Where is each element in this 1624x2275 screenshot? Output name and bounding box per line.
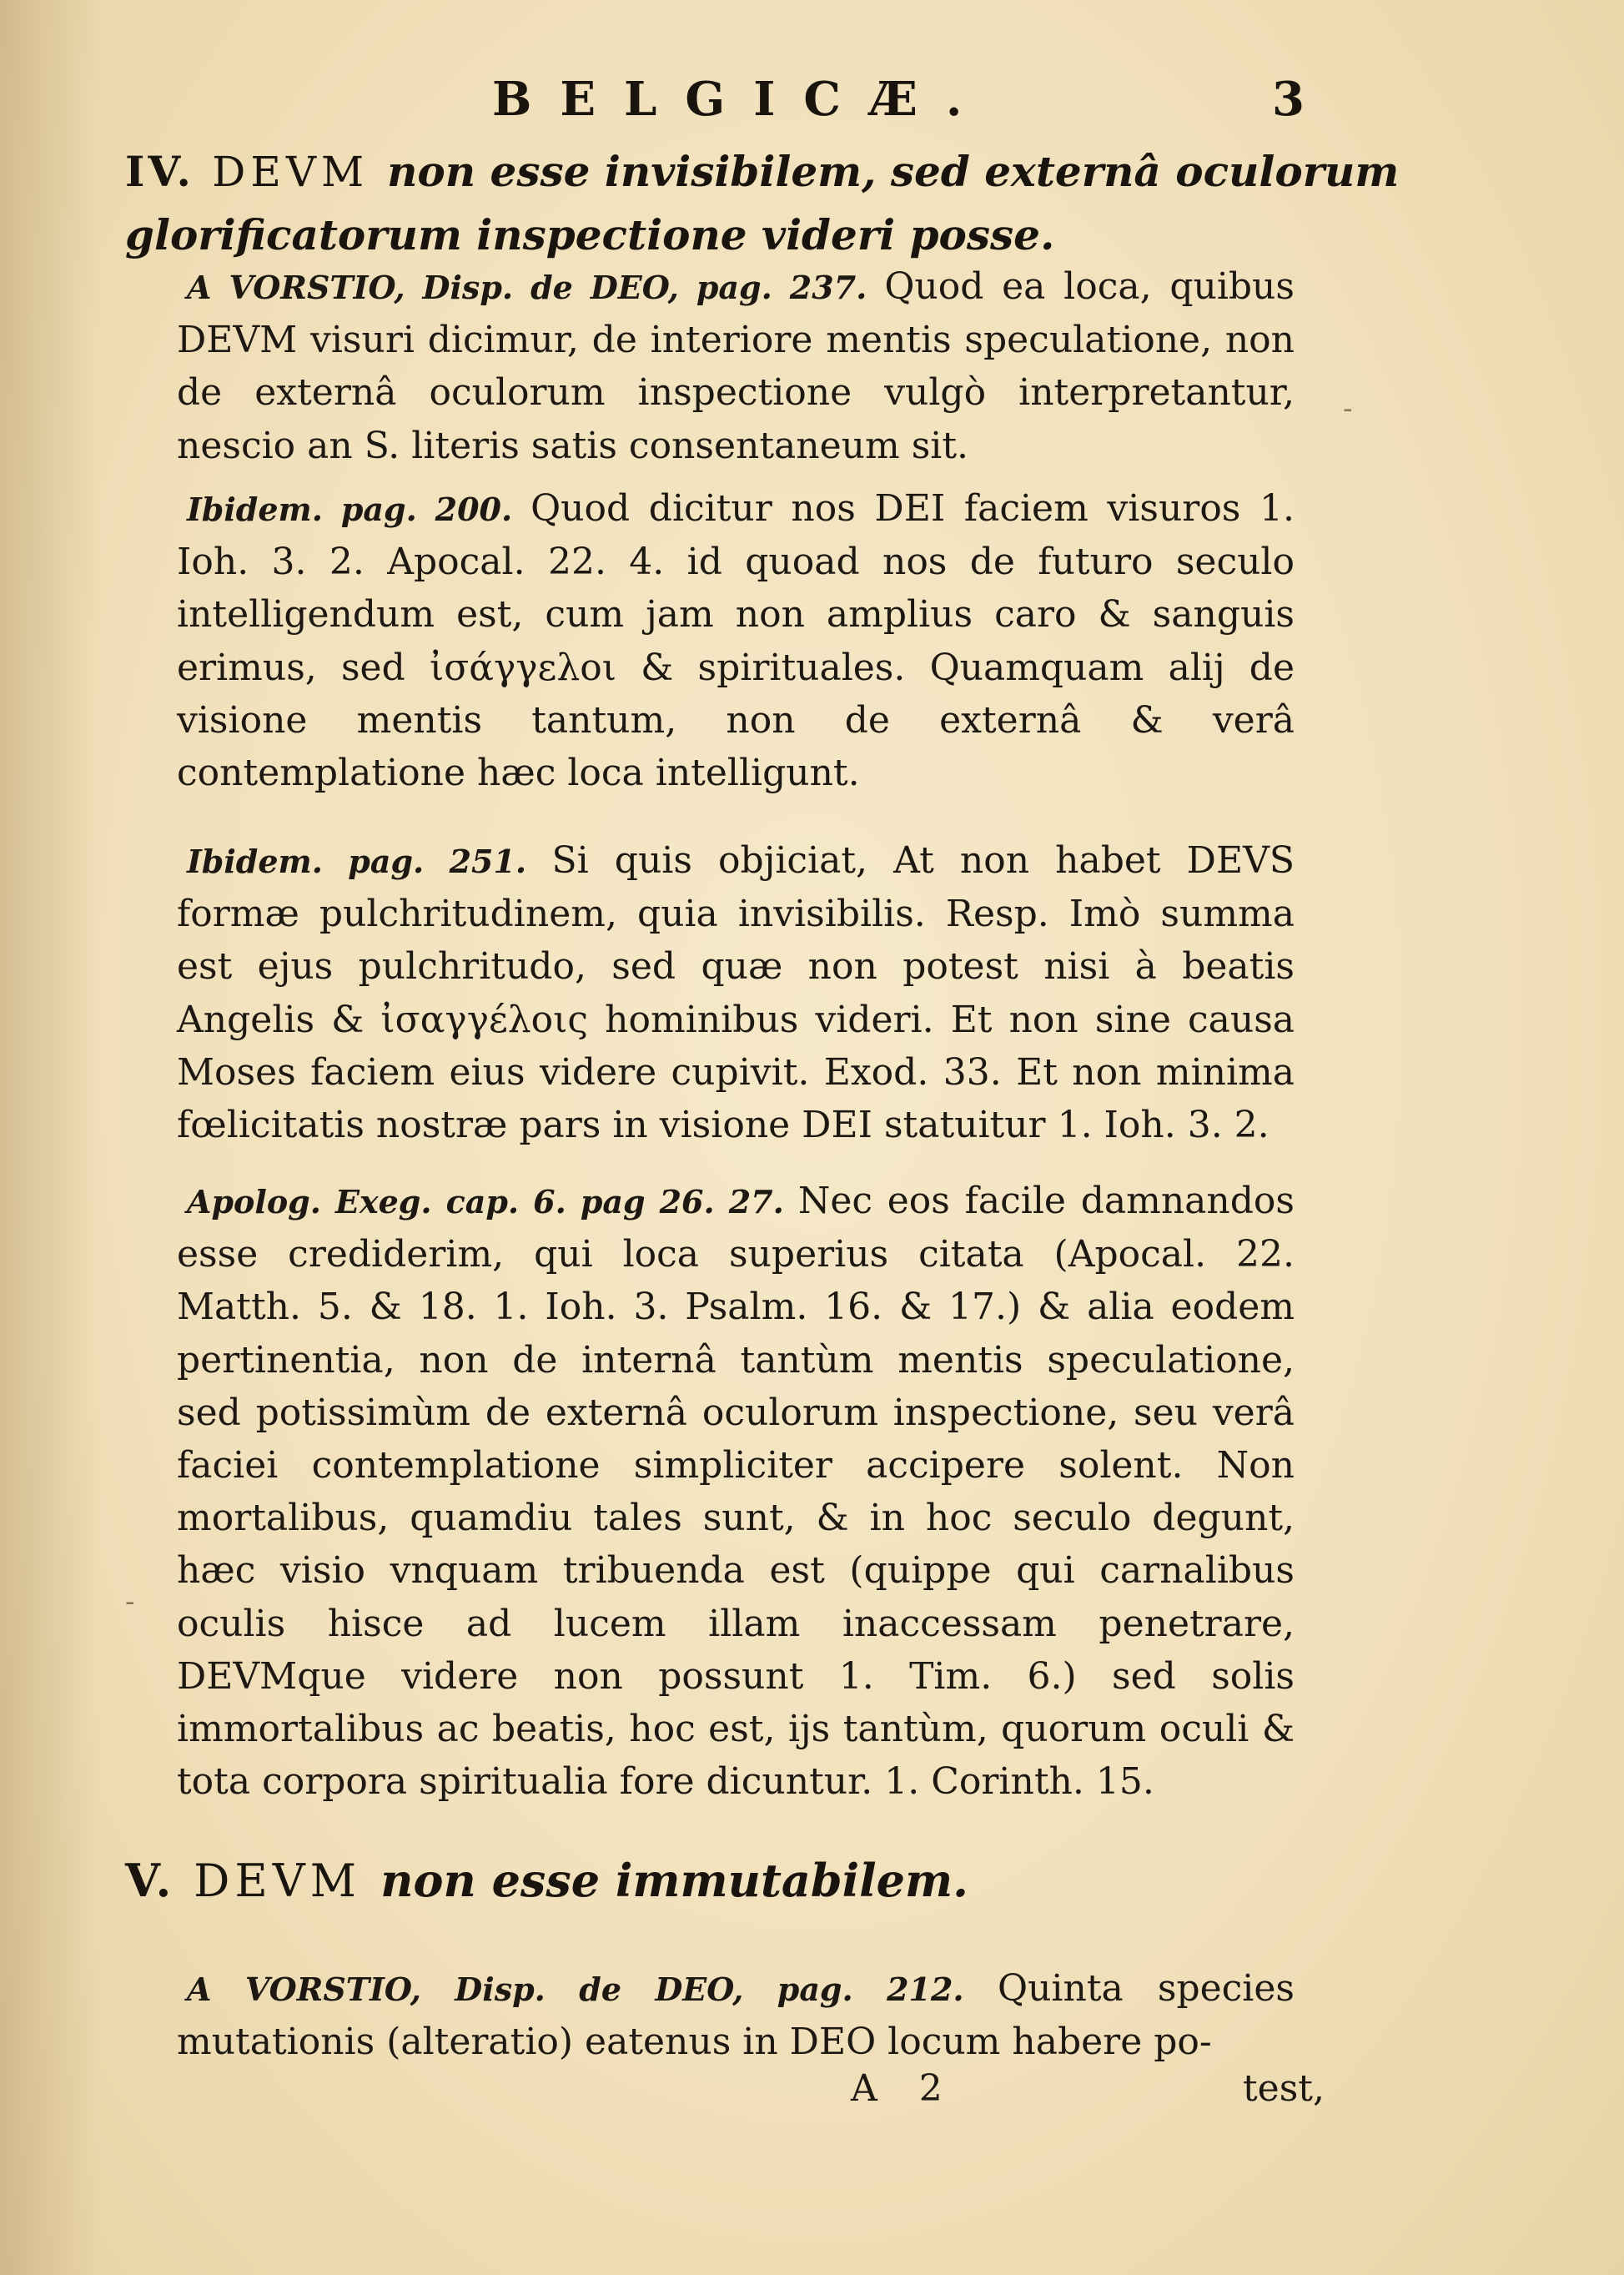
section-title: non esse invisibilem, sed externâ oculorum glorificatorum inspectione videri posse. [125, 147, 1400, 259]
section-title: non esse immutabilem. [380, 1854, 968, 1907]
citation: Apolog. Exeg. cap. 6. pag 26. 27. [187, 1183, 798, 1221]
section-numeral: IV. [125, 147, 213, 196]
paragraph [177, 260, 1295, 472]
citation: Ibidem. pag. 200. [187, 491, 531, 528]
paragraph-text: Quinta species mutationis (alteratio) eatenus in DEO locum habere po- [177, 1967, 1295, 2064]
paragraph-text: Si quis objiciat, At non habet DEVS formæ pulchritudinem, quia invisibilis. Resp. Imò summa est ejus pulchritudo, sed quæ non potest nisi à beatis Angelis & ἰσαγγέλοις hominibus videri. Et non sine causa Moses faciem eius videre cupivit. Exod. 33. Et non minima fœlicitatis nostræ pars in visione DEI statuitur 1. Ioh. 3. 2. [177, 839, 1295, 1147]
paragraph [177, 834, 1295, 1151]
citation: Ibidem. pag. 251. [187, 843, 552, 880]
section-subject: DEVM [194, 1855, 381, 1907]
margin-dash: - [1343, 392, 1353, 425]
section-numeral: V. [125, 1854, 194, 1907]
citation: A VORSTIO, Disp. de DEO, pag. 212. [187, 1970, 998, 2008]
section-heading-iv [125, 140, 1493, 267]
section-subject: DEVM [212, 148, 388, 196]
paragraph [177, 1962, 1295, 2068]
page-edge-shadow [0, 0, 100, 2275]
running-title: BELGICÆ. [492, 72, 991, 127]
paragraph-text: Nec eos facile damnandos esse crediderim, qui loca superius citata (Apocal. 22. Matth. 5. & 18. 1. Ioh. 3. Psalm. 16. & 17.) & alia eodem pertinentia, non de internâ tantùm mentis speculatione, sed potissimùm de externâ oculorum inspectione, seu verâ faciei contemplatione simpliciter accipere solent. Non mortalibus, quamdiu tales sunt, & in hoc seculo degunt, hæc visio vnquam tribuenda est (quippe qui carnalibus oculis hisce ad lucem illam inaccessam penetrare, DEVMque videre non possunt 1. Tim. 6.) sed solis immortalibus ac beatis, hoc est, ijs tantùm, quorum oculi & tota corpora spiritualia fore dicuntur. 1. Corinth. 15. [177, 1180, 1295, 1804]
section-heading-v [125, 1849, 1493, 1913]
signature-mark: A 2 [851, 2067, 958, 2110]
page-number: 3 [1272, 72, 1305, 127]
paragraph [177, 1175, 1295, 1808]
margin-dash: - [125, 1585, 135, 1618]
paragraph [177, 482, 1295, 799]
catchword: test, [1243, 2067, 1325, 2110]
paragraph-text: Quod ea loca, quibus DEVM visuri dicimur, de interiore mentis speculatione, non de externâ oculorum inspectione vulgò interpretantur, nescio an S. literis satis consentaneum sit. [177, 265, 1295, 467]
paragraph-text: Quod dicitur nos DEI faciem visuros 1. Ioh. 3. 2. Apocal. 22. 4. id quoad nos de futuro seculo intelligendum est, cum jam non amplius caro & sanguis erimus, sed ἰσάγγελοι & spirituales. Quamquam alij de visione mentis tantum, non de externâ & verâ contemplatione hæc loca intelligunt. [177, 487, 1295, 795]
citation: A VORSTIO, Disp. de DEO, pag. 237. [187, 269, 885, 306]
page-header [0, 65, 1624, 132]
